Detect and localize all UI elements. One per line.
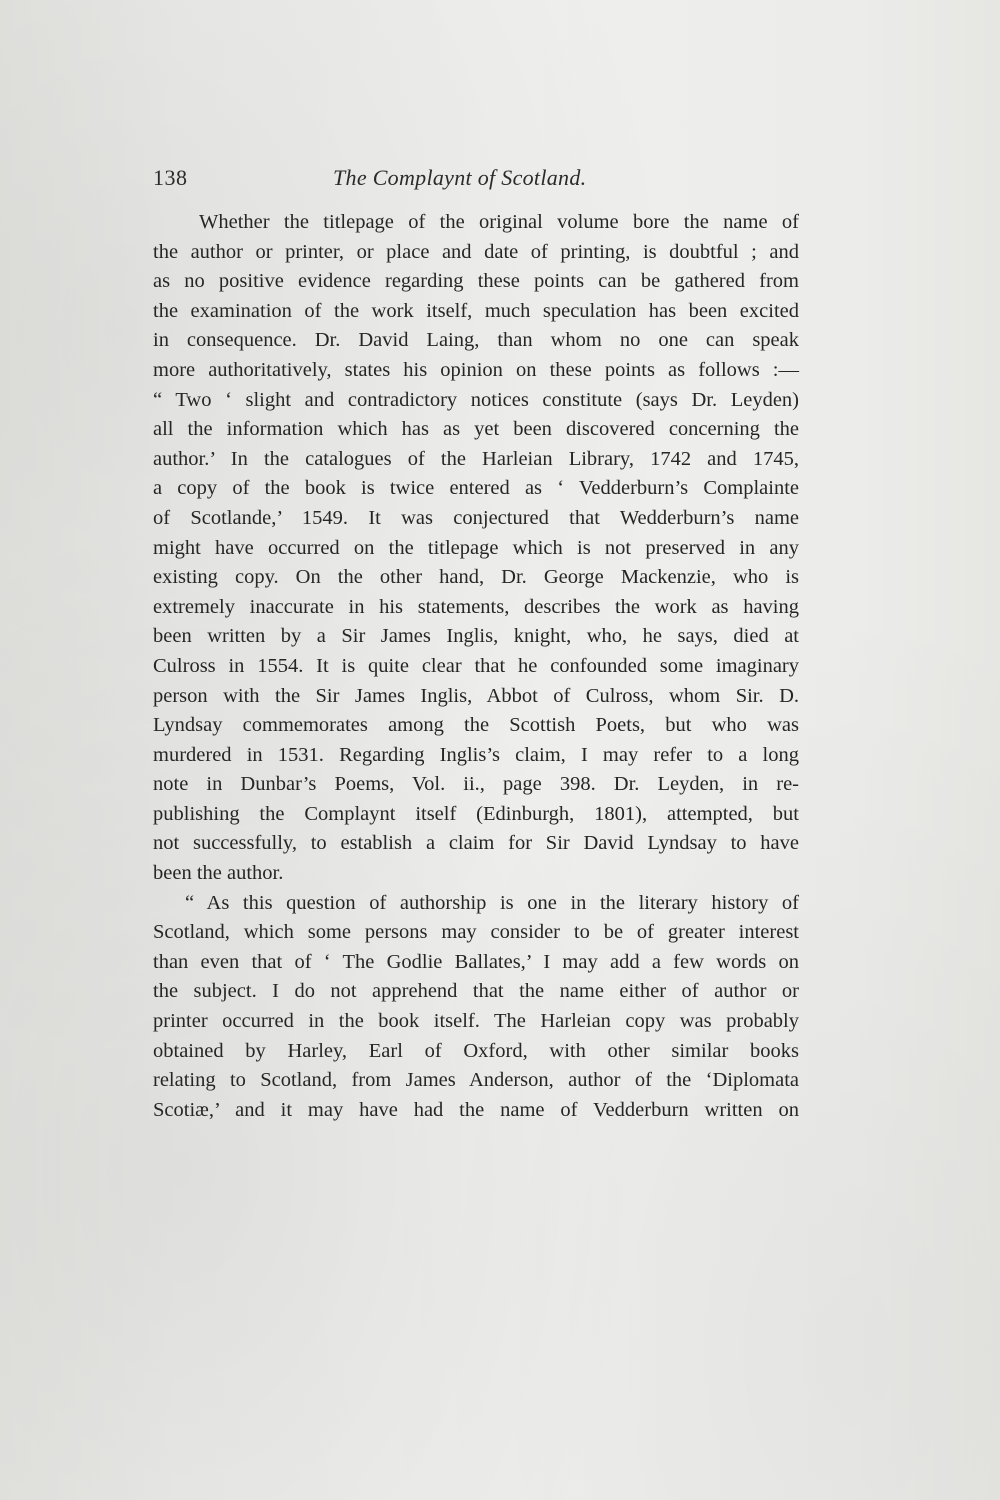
text-line: more authoritatively, states his opinion on these points as follows :— [153, 358, 799, 381]
text-line: Scotiæ,’ and it may have had the name of Vedderburn written on [153, 1098, 799, 1121]
running-head [153, 165, 811, 195]
text-line: been written by a Sir James Inglis, knight, who, he says, died at [153, 625, 799, 648]
text-line: as no positive evidence regarding these points can be gathered from [153, 270, 799, 293]
body-text [153, 208, 799, 1125]
text-line: of Scotlande,’ 1549. It was conjectured that Wedderburn’s name [153, 506, 799, 529]
text-line: the author or printer, or place and date of printing, is doubtful ; and [153, 240, 799, 263]
text-line: Whether the titlepage of the original volume bore the name of [199, 211, 799, 233]
page-number: 138 [153, 165, 188, 190]
text-line: the subject. I do not apprehend that the name either of author or [153, 980, 799, 1003]
text-line: Lyndsay commemorates among the Scottish Poets, but who was [153, 714, 799, 737]
text-line: a copy of the book is twice entered as ‘ Vedderburn’s Complainte [153, 477, 799, 500]
text-line: author.’ In the catalogues of the Harleian Library, 1742 and 1745, [153, 447, 799, 470]
text-line: printer occurred in the book itself. The Harleian copy was probably [153, 1010, 799, 1033]
text-line: person with the Sir James Inglis, Abbot of Culross, whom Sir. D. [153, 684, 799, 707]
text-line: murdered in 1531. Regarding Inglis’s claim, I may refer to a long [153, 743, 799, 766]
text-line: than even that of ‘ The Godlie Ballates,’ I may add a few words on [153, 950, 799, 973]
text-line: been the author. [153, 862, 284, 885]
text-line: note in Dunbar’s Poems, Vol. ii., page 398. Dr. Leyden, in re- [153, 773, 799, 796]
text-line: existing copy. On the other hand, Dr. George Mackenzie, who is [153, 566, 799, 589]
text-line: all the information which has as yet been discovered concerning the [153, 418, 799, 441]
text-line: “ Two ‘ slight and contradictory notices constitute (says Dr. Leyden) [153, 388, 799, 411]
text-line: not successfully, to establish a claim for Sir David Lyndsay to have [153, 832, 799, 855]
text-line: in consequence. Dr. David Laing, than whom no one can speak [153, 329, 799, 352]
text-line: obtained by Harley, Earl of Oxford, with other similar books [153, 1039, 799, 1062]
text-line: publishing the Complaynt itself (Edinburgh, 1801), attempted, but [153, 802, 799, 825]
text-line: the examination of the work itself, much speculation has been excited [153, 299, 799, 322]
text-line: relating to Scotland, from James Anderson, author of the ‘Diplomata [153, 1069, 799, 1092]
text-line: extremely inaccurate in his statements, describes the work as having [153, 595, 799, 618]
running-title: The Complaynt of Scotland. [333, 165, 587, 190]
text-line: “ As this question of authorship is one in the literary history of [185, 891, 799, 914]
text-line: Scotland, which some persons may consider to be of greater interest [153, 921, 799, 944]
text-line: might have occurred on the titlepage which is not preserved in any [153, 536, 799, 559]
text-line: Culross in 1554. It is quite clear that he confounded some imaginary [153, 654, 799, 677]
